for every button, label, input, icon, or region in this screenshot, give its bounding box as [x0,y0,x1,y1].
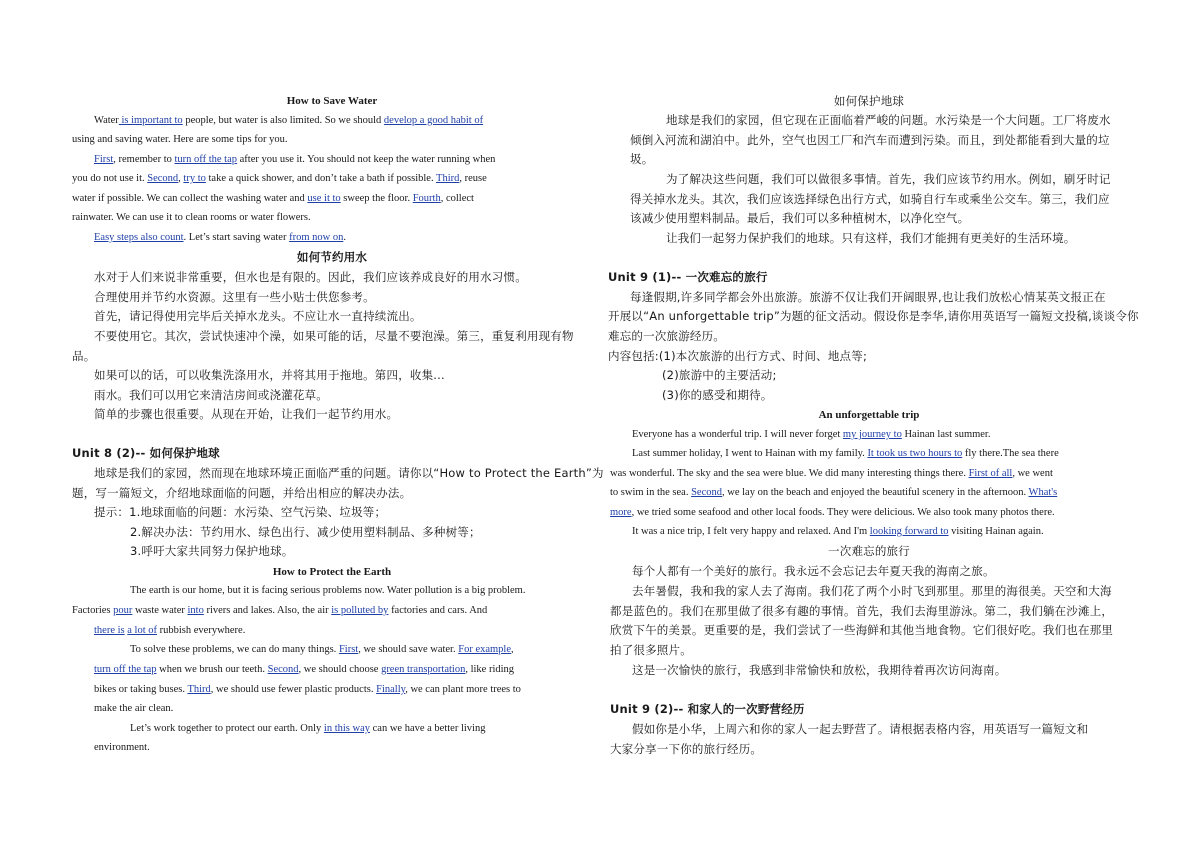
text-segment: , we can plant more trees to [405,684,521,695]
text-segment: Last summer holiday, I went to Hainan with my family. [632,448,868,459]
text-segment: , we should save water. [358,644,459,655]
highlighted-phrase: First [94,154,114,165]
highlighted-phrase: pour [113,605,133,616]
highlighted-phrase: First [338,644,359,655]
essay-line [130,641,514,659]
text-segment: rainwater. We can use it to clean rooms or water flowers. [72,212,311,223]
translation-line: 倾倒入河流和湖泊中。此外，空气也因工厂和汽车而遭到污染。而且，到处都能看到大量的垃 [630,133,1110,147]
text-segment: , collect [440,193,474,204]
translation-line: 圾。 [630,152,654,166]
text-segment: visiting Hainan again. [948,526,1044,537]
prompt-line: 大家分享一下你的旅行经历。 [610,742,763,756]
essay-line [130,720,485,738]
text-segment: , [511,644,514,655]
essay-line [610,484,1057,502]
essay-title-protect-earth: How to Protect the Earth [272,566,392,578]
translation-line: 拍了很多照片。 [610,643,692,657]
translation-line: 如果可以的话，可以收集洗涤用水，并将其用于拖地。第四，收集... [94,368,445,382]
translation-line: 每个人都有一个美好的旅行。我永远不会忘记去年夏天我的海南之旅。 [632,564,995,578]
highlighted-phrase: What's [1028,487,1058,498]
highlighted-phrase: turn off the tap [94,664,157,675]
text-segment: rubbish everywhere. [157,625,246,636]
text-segment: To solve these problems, we can do many things. [130,644,339,655]
translation-line: 该减少使用塑料制品。最后，我们可以多种植树木，以净化空气。 [630,211,970,225]
text-segment: , [178,173,184,184]
text-segment: people, but water is also limited. So we should [182,115,384,126]
highlighted-phrase: my journey to [842,429,902,440]
highlighted-phrase: there is [94,625,125,636]
highlighted-phrase: a lot of [127,625,157,636]
text-segment: can we have a better living [370,723,486,734]
essay-line [94,661,514,679]
text-segment: It was a nice trip, I felt very happy and relaxed. And I'm [632,526,870,537]
prompt-line: 2.解决办法：节约用水、绿色出行、减少使用塑料制品、多种树等； [130,525,481,539]
translation-line: 雨水。我们可以用它来清洁房间或浇灌花草。 [94,388,328,402]
translation-line: 去年暑假，我和我的家人去了海南。我们花了两个小时飞到那里。那里的海很美。天空和大海 [632,584,1112,598]
text-segment: sweep the floor. [340,193,413,204]
text-segment: , we should use fewer plastic products. [210,684,377,695]
translation-line: 简单的步骤也很重要。从现在开始，让我们一起节约用水。 [94,407,399,421]
essay-line [72,131,288,149]
prompt-line: 难忘的一次旅游经历。 [608,329,725,343]
highlighted-phrase: from now on [289,232,344,243]
text-segment: to swim in the sea. [610,487,692,498]
prompt-line: 提示：1.地球面临的问题：水污染、空气污染、垃圾等； [94,505,387,519]
highlighted-phrase: is important to [118,115,183,126]
text-segment: The earth is our home, but it is facing serious problems now. Water pollution is a big problem. [130,585,526,596]
essay-line [130,582,525,600]
highlighted-phrase: develop a good habit of [383,115,484,126]
highlighted-phrase: into [187,605,204,616]
translation-line: 不要使用它。其次，尝试快速冲个澡，如果可能的话，尽量不要泡澡。第三，重复利用现有物 [94,329,574,343]
translation-line: 得关掉水龙头。其次，我们应该选择绿色出行方式，如骑自行车或乘坐公交车。第三，我们应 [630,192,1110,206]
essay-line [72,190,474,208]
text-segment: , we lay on the beach and enjoyed the beautiful scenery in the afternoon. [722,487,1029,498]
highlighted-phrase: use it to [307,193,341,204]
text-segment: Factories [72,605,114,616]
text-segment: was wonderful. The sky and the sea were blue. We did many interesting things there. [610,468,969,479]
prompt-line: 每逢假期,许多同学都会外出旅游。旅游不仅让我们开阔眼界,也让我们放松心情某英文报正在 [630,290,1106,304]
essay-line [94,739,150,757]
highlighted-phrase: green transportation [381,664,466,675]
highlighted-phrase: Second [691,487,722,498]
translation-line: 都是蓝色的。我们在那里做了很多有趣的事情。首先，我们去海里游泳。第二，我们躺在沙滩上， [610,604,1114,618]
prompt-line: 题，写一篇短文，介绍地球面临的问题，并给出相应的解决办法。 [72,486,412,500]
text-segment: after you use it. You should not keep the water running when [237,154,496,165]
translation-line: 地球是我们的家园，但它现在正面临着严峻的问题。水污染是一个大问题。工厂将废水 [666,113,1111,127]
prompt-line: 内容包括:(1)本次旅游的出行方式、时间、地点等; [608,349,868,363]
essay-title-protect-earth-zh: 如何保护地球 [833,94,905,108]
prompt-line: (2)旅游中的主要活动; [662,368,777,382]
highlighted-phrase: is polluted by [331,605,389,616]
essay-title-save-water-zh: 如何节约用水 [296,250,368,264]
highlighted-phrase: looking forward to [869,526,949,537]
essay-line [94,229,346,247]
text-segment: , we tried some seafood and other local foods. They were delicious. We also took many photos there. [631,507,1055,518]
translation-line: 品。 [72,349,96,363]
unit-heading-unit8: Unit 8 (2)-- 如何保护地球 [72,446,220,460]
essay-title-trip: An unforgettable trip [818,409,920,421]
prompt-line: 假如你是小华，上周六和你的家人一起去野营了。请根据表格内容，用英语写一篇短文和 [632,722,1089,736]
highlighted-phrase: Second [267,664,299,675]
prompt-line: 3.呼吁大家共同努力保护地球。 [130,544,294,558]
text-segment: environment. [94,742,150,753]
highlighted-phrase: It took us two hours to [867,448,963,459]
essay-title-trip-zh: 一次难忘的旅行 [828,544,910,558]
highlighted-phrase: First of all [968,468,1013,479]
text-segment: waste water [132,605,188,616]
text-segment: , reuse [459,173,487,184]
essay-line [610,465,1053,483]
highlighted-phrase: Easy steps also count [94,232,184,243]
essay-line [610,504,1055,522]
text-segment: , we should choose [298,664,382,675]
translation-line: 水对于人们来说非常重要，但水也是有限的。因此，我们应该养成良好的用水习惯。 [94,270,527,284]
text-segment: using and saving water. Here are some tips for you. [72,134,288,145]
unit-heading-unit9-1: Unit 9 (1)-- 一次难忘的旅行 [608,270,768,284]
highlighted-phrase: in this way [323,723,370,734]
essay-line [94,681,521,699]
translation-line: 让我们一起努力保护我们的地球。只有这样，我们才能拥有更美好的生活环境。 [666,231,1076,245]
text-segment: . [343,232,346,243]
translation-line: 首先，请记得使用完毕后关掉水龙头。不应让水一直持续流出。 [94,309,422,323]
translation-line: 合理使用并节约水资源。这里有一些小贴士供您参考。 [94,290,375,304]
essay-line [72,170,487,188]
text-segment: Everyone has a wonderful trip. I will never forget [632,429,843,440]
text-segment: fly there.The sea there [962,448,1059,459]
essay-line [632,445,1059,463]
essay-line [94,700,173,718]
essay-line [72,209,311,227]
highlighted-phrase: turn off the tap [174,154,237,165]
prompt-line: (3)你的感受和期待。 [662,388,773,402]
highlighted-phrase: more [610,507,632,518]
prompt-line: 地球是我们的家园，然而现在地球环境正面临严重的问题。请你以“How to Protect the Earth”为 [94,466,604,480]
essay-title-save-water: How to Save Water [286,95,378,107]
text-segment: make the air clean. [94,703,174,714]
highlighted-phrase: Second [147,173,179,184]
essay-line [72,602,487,620]
text-segment: Let’s work together to protect our earth. Only [130,723,324,734]
text-segment: rivers and lakes. Also, the air [203,605,332,616]
highlighted-phrase: Third [436,173,460,184]
essay-line [94,151,495,169]
highlighted-phrase: Finally [376,684,406,695]
highlighted-phrase: Third [187,684,211,695]
essay-line [632,426,990,444]
text-segment: Hainan last summer. [901,429,991,440]
translation-line: 这是一次愉快的旅行，我感到非常愉快和放松，我期待着再次访问海南。 [632,663,1007,677]
text-segment: , like riding [465,664,515,675]
essay-line [632,523,1044,541]
text-segment: , we went [1012,468,1053,479]
translation-line: 为了解决这些问题，我们可以做很多事情。首先，我们应该节约用水。例如，刷牙时记 [666,172,1111,186]
text-segment: bikes or taking buses. [94,684,188,695]
text-segment: factories and cars. And [388,605,488,616]
text-segment: Water [94,115,119,126]
text-segment: . Let’s start saving water [183,232,290,243]
text-segment: you do not use it. [72,173,148,184]
essay-line [94,112,483,130]
text-segment: water if possible. We can collect the washing water and [72,193,308,204]
translation-line: 欣赏下午的美景。更重要的是，我们尝试了一些海鲜和其他当地食物。它们很好吃。我们也在那里 [610,623,1114,637]
prompt-line: 开展以“An unforgettable trip”为题的征文活动。假设你是李华,请你用英语写一篇短文投稿,谈谈令你 [608,309,1139,323]
text-segment: when we brush our teeth. [156,664,268,675]
highlighted-phrase: try to [183,173,206,184]
essay-line [94,622,245,640]
highlighted-phrase: Fourth [412,193,441,204]
unit-heading-unit9-2: Unit 9 (2)-- 和家人的一次野营经历 [610,702,805,716]
highlighted-phrase: For example [458,644,512,655]
text-segment: take a quick shower, and don’t take a bath if possible. [205,173,437,184]
text-segment: , remember to [113,154,175,165]
